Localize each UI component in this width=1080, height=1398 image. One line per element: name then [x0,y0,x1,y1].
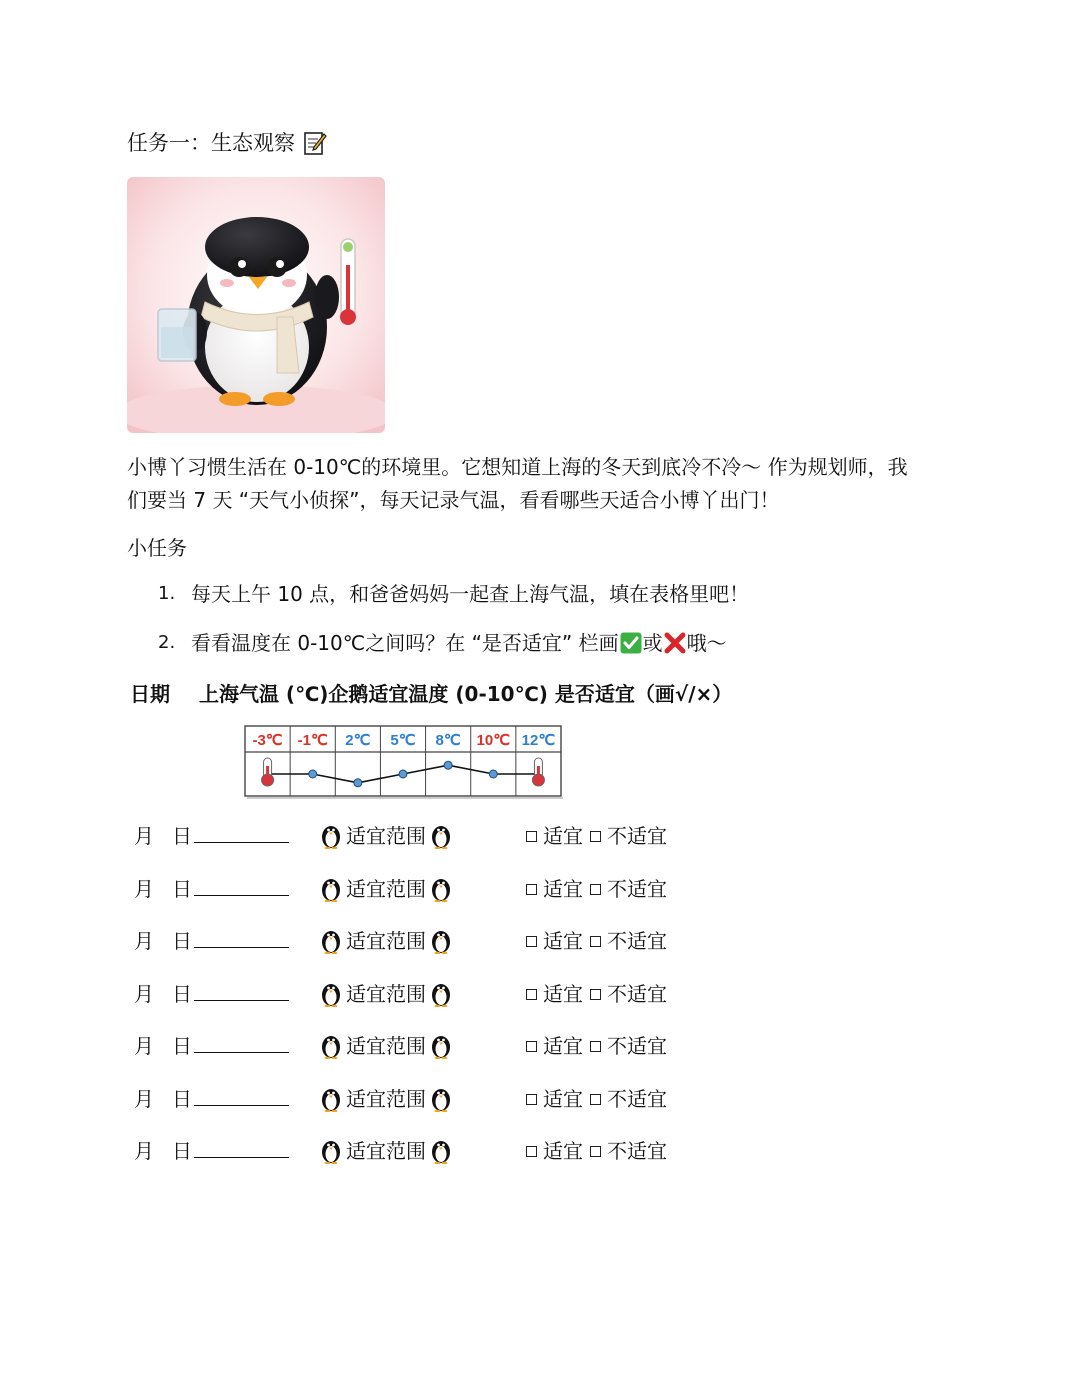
suitable-checkbox[interactable] [526,1041,537,1052]
date-label [134,1030,192,1062]
day-label: 日 [172,1034,192,1058]
temperature-label: 10℃ [476,732,511,749]
temperature-blank[interactable] [194,1105,289,1106]
penguin-illustration [127,177,385,433]
day-label: 日 [172,824,192,848]
memo-icon [303,130,327,156]
unsuitable-option [589,925,667,957]
temperature-blank[interactable] [194,842,289,843]
suitable-label: 适宜 [543,1034,583,1058]
unsuitable-checkbox[interactable] [590,831,601,842]
intro-paragraph [127,451,957,517]
unsuitable-label: 不适宜 [607,824,667,848]
temperature-blank[interactable] [194,1000,289,1001]
suitable-checkbox[interactable] [526,831,537,842]
day-label: 日 [172,982,192,1006]
month-label: 月 [134,1139,154,1163]
suitable-checkbox[interactable] [526,884,537,895]
suitable-label: 适宜 [543,929,583,953]
subtask-item-1 [158,579,749,609]
subtask-item-2 [158,628,727,658]
temperature-point [489,770,497,778]
cross-mark-icon [664,632,686,654]
temperature-label: -3℃ [252,732,283,749]
unsuitable-option [589,1030,667,1062]
suitable-label: 适宜 [543,824,583,848]
unsuitable-label: 不适宜 [607,1087,667,1111]
unsuitable-checkbox[interactable] [590,1146,601,1157]
unsuitable-checkbox[interactable] [590,884,601,895]
date-label [134,1083,192,1115]
month-label: 月 [134,982,154,1006]
unsuitable-label: 不适宜 [607,929,667,953]
temperature-label: 2℃ [345,732,371,749]
penguin-icon [320,1033,342,1059]
penguin-icon [320,823,342,849]
range-text: 适宜范围 [346,1139,426,1163]
month-label: 月 [134,929,154,953]
suitable-checkbox[interactable] [526,989,537,1000]
range-text: 适宜范围 [346,877,426,901]
subtask-item-text: 每天上午 10 点，和爸爸妈妈一起查上海气温，填在表格里吧！ [191,582,750,606]
task-title-text: 任务一：生态观察 [127,131,295,155]
penguin-icon [430,823,452,849]
unsuitable-checkbox[interactable] [590,1094,601,1105]
month-label: 月 [134,1034,154,1058]
range-label [320,1083,452,1115]
thermometer-icon [262,758,274,786]
subtask-item-number: 1. [158,583,176,604]
penguin-icon [320,876,342,902]
unsuitable-label: 不适宜 [607,877,667,901]
thermometer-icon [532,758,544,786]
penguin-icon [430,1138,452,1164]
range-label [320,873,452,905]
suitability-choice [525,925,667,957]
unsuitable-label: 不适宜 [607,1139,667,1163]
unsuitable-option [589,1083,667,1115]
table-header [130,679,732,709]
unsuitable-option [589,1135,667,1167]
temperature-label: 5℃ [390,732,416,749]
unsuitable-option [589,820,667,852]
range-text: 适宜范围 [346,1034,426,1058]
penguin-icon [430,1086,452,1112]
penguin-icon [320,1086,342,1112]
temperature-point [354,779,362,787]
suitability-choice [525,1135,667,1167]
penguin-icon [430,1033,452,1059]
temperature-point [444,761,452,769]
unsuitable-option [589,873,667,905]
range-text: 适宜范围 [346,929,426,953]
suitable-label: 适宜 [543,1139,583,1163]
temperature-blank[interactable] [194,1052,289,1053]
range-text: 适宜范围 [346,982,426,1006]
date-label [134,820,192,852]
range-label [320,1030,452,1062]
temperature-label: 8℃ [435,732,461,749]
range-text: 适宜范围 [346,824,426,848]
penguin-icon [320,1138,342,1164]
subtask-item-text-a: 看看温度在 0-10℃之间吗？在 “是否适宜” 栏画 [191,631,619,655]
penguin-icon [320,928,342,954]
check-mark-icon [620,632,642,654]
unsuitable-checkbox[interactable] [590,1041,601,1052]
day-label: 日 [172,1139,192,1163]
suitable-checkbox[interactable] [526,936,537,947]
suitability-choice [525,978,667,1010]
unsuitable-checkbox[interactable] [590,989,601,1000]
date-label [134,1135,192,1167]
temperature-label: -1℃ [297,732,328,749]
subtask-item-text-b: 或 [642,631,663,655]
intro-line-2: 们要当 7 天 “天气小侦探”，每天记录气温，看看哪些天适合小博丫出门！ [127,488,780,512]
date-label [134,873,192,905]
month-label: 月 [134,877,154,901]
subtask-heading: 小任务 [127,536,187,560]
temperature-blank[interactable] [194,895,289,896]
month-label: 月 [134,1087,154,1111]
penguin-icon [430,928,452,954]
intro-line-1: 小博丫习惯生活在 0-10℃的环境里。它想知道上海的冬天到底冷不冷～ 作为规划师，我 [127,455,908,479]
date-label [134,978,192,1010]
suitability-choice [525,1030,667,1062]
unsuitable-label: 不适宜 [607,1034,667,1058]
suitability-choice [525,820,667,852]
day-label: 日 [172,877,192,901]
range-label [320,820,452,852]
suitability-choice [525,873,667,905]
penguin-icon [430,876,452,902]
penguin-icon [320,981,342,1007]
suitable-label: 适宜 [543,1087,583,1111]
suitable-label: 适宜 [543,877,583,901]
range-text: 适宜范围 [346,1087,426,1111]
suitable-label: 适宜 [543,982,583,1006]
header-date: 日期 [130,682,170,706]
subtask-item-text-c: 哦～ [686,631,727,655]
unsuitable-option [589,978,667,1010]
temperature-point [309,770,317,778]
temperature-blank[interactable] [194,1157,289,1158]
suitable-checkbox[interactable] [526,1146,537,1157]
month-label: 月 [134,824,154,848]
temperature-blank[interactable] [194,947,289,948]
temperature-chart [243,724,565,800]
task-title [127,128,327,158]
temperature-label: 12℃ [521,732,556,749]
header-rest: 上海气温 (℃)企鹅适宜温度 (0-10℃) 是否适宜（画√/×） [198,682,733,706]
range-label [320,1135,452,1167]
unsuitable-label: 不适宜 [607,982,667,1006]
subtask-item-number: 2. [158,632,176,653]
suitability-choice [525,1083,667,1115]
range-label [320,925,452,957]
suitable-checkbox[interactable] [526,1094,537,1105]
unsuitable-checkbox[interactable] [590,936,601,947]
day-label: 日 [172,929,192,953]
penguin-icon [430,981,452,1007]
temperature-point [399,770,407,778]
range-label [320,978,452,1010]
day-label: 日 [172,1087,192,1111]
date-label [134,925,192,957]
